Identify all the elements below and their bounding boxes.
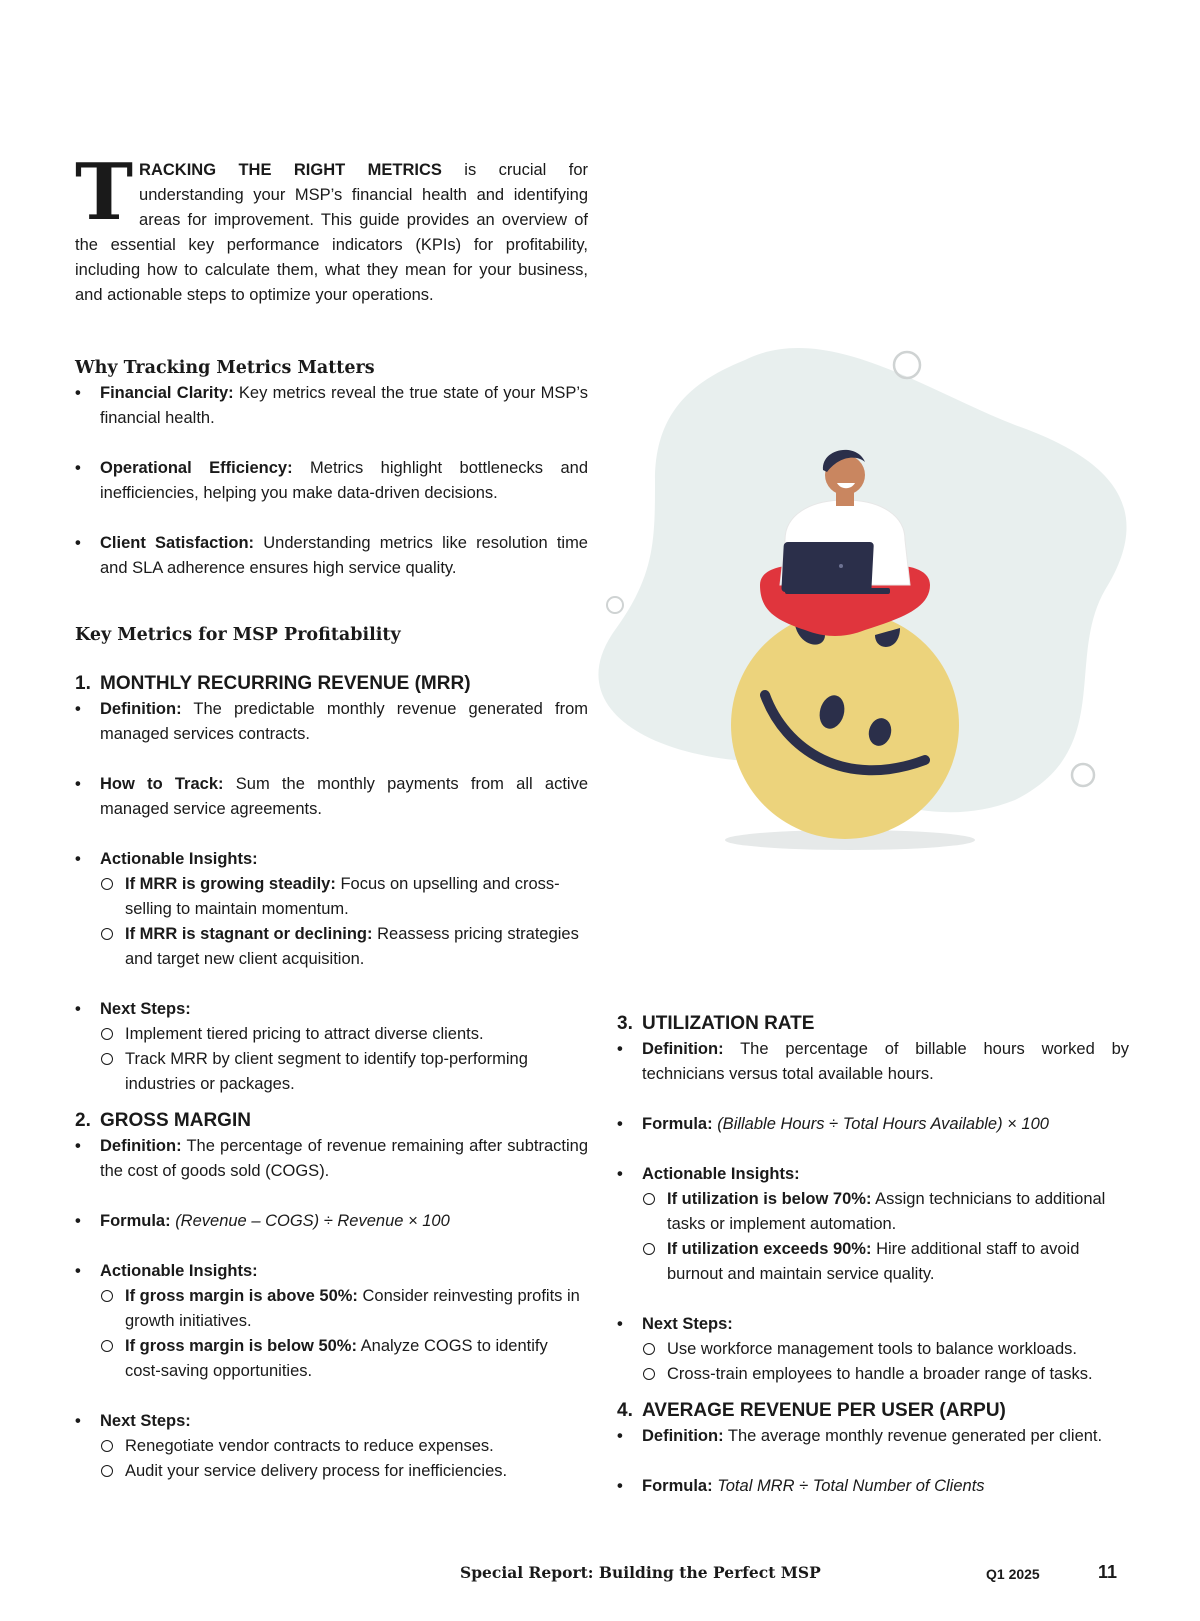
ur-insights — [617, 1162, 1129, 1187]
bullet-icon: • — [75, 1000, 81, 1018]
intro-paragraph — [75, 147, 588, 308]
gm-insight-item — [75, 1334, 588, 1384]
metric-title-utilization — [617, 1010, 1129, 1037]
next-step-text: Use workforce management tools to balance workloads. — [667, 1340, 1077, 1358]
left-column — [75, 147, 589, 1484]
insight-text: Consider reinvesting profits in growth initiatives. — [125, 1287, 580, 1330]
insight-text: Analyze COGS to identify cost-saving opportunities. — [125, 1337, 548, 1380]
metric-title-mrr — [75, 670, 588, 697]
track-text: Sum the monthly payments from all active managed service agreements. — [100, 775, 589, 818]
bullet-icon: • — [617, 1040, 623, 1058]
insights-label: Actionable Insights: — [100, 1262, 258, 1280]
next-step-text: Renegotiate vendor contracts to reduce expenses. — [125, 1437, 494, 1455]
arpu-definition — [617, 1424, 1129, 1449]
insights-label: Actionable Insights: — [642, 1165, 800, 1183]
mrr-how-to-track — [75, 772, 588, 822]
next-step-text: Implement tiered pricing to attract diverse clients. — [125, 1025, 484, 1043]
bullet-icon: • — [75, 459, 81, 477]
circle-bullet-icon — [101, 1290, 113, 1302]
definition-text: The predictable monthly revenue generated from managed services contracts. — [100, 700, 588, 743]
formula-label: Formula: — [642, 1477, 713, 1495]
why-item-label: Client Satisfaction: — [100, 534, 255, 552]
metric-number: 4. — [617, 1400, 633, 1421]
circle-bullet-icon — [101, 1440, 113, 1452]
drop-cap: T — [75, 147, 134, 238]
bullet-icon: • — [617, 1315, 623, 1333]
bullet-icon: • — [75, 775, 81, 793]
next-steps-label: Next Steps: — [642, 1315, 733, 1333]
ur-insight-item — [617, 1237, 1129, 1287]
gm-next-step-item — [75, 1434, 588, 1459]
why-item-financial — [75, 381, 588, 431]
why-item-text: Metrics highlight bottlenecks and inefficiencies, helping you make data-driven decisions. — [100, 459, 588, 502]
insight-label: If MRR is growing steadily: — [125, 875, 336, 893]
mrr-next-steps — [75, 997, 588, 1022]
arpu-formula — [617, 1474, 1129, 1499]
why-item-label: Financial Clarity: — [100, 384, 234, 402]
metric-title-text: GROSS MARGIN — [100, 1110, 251, 1131]
ur-definition — [617, 1037, 1129, 1087]
definition-label: Definition: — [642, 1040, 724, 1058]
definition-text: The average monthly revenue generated per client. — [723, 1427, 1103, 1445]
bullet-icon: • — [75, 850, 81, 868]
metric-title-text: UTILIZATION RATE — [642, 1013, 815, 1034]
decor-circle — [894, 352, 920, 378]
footer-issue: Q1 2025 — [986, 1566, 1040, 1582]
formula-label: Formula: — [642, 1115, 713, 1133]
why-item-client — [75, 531, 588, 581]
intro-lead: RACKING THE RIGHT METRICS — [139, 161, 442, 179]
mrr-insight-item — [75, 922, 588, 972]
laptop-base — [785, 588, 890, 594]
mrr-next-step-item — [75, 1022, 588, 1047]
why-item-label: Operational Efficiency: — [100, 459, 293, 477]
mrr-insights — [75, 847, 588, 872]
circle-bullet-icon — [643, 1368, 655, 1380]
insights-label: Actionable Insights: — [100, 850, 258, 868]
metric-number: 1. — [75, 673, 91, 694]
gm-definition — [75, 1134, 588, 1184]
mrr-next-step-item — [75, 1047, 588, 1097]
bullet-icon: • — [75, 534, 81, 552]
bullet-icon: • — [617, 1427, 623, 1445]
definition-label: Definition: — [100, 1137, 182, 1155]
bullet-icon: • — [75, 384, 81, 402]
insight-label: If gross margin is below 50%: — [125, 1337, 357, 1355]
decor-circle — [607, 597, 623, 613]
definition-text: The percentage of revenue remaining after subtracting the cost of goods sold (COGS). — [100, 1137, 588, 1180]
definition-text: The percentage of billable hours worked by technicians versus total available hours. — [642, 1040, 1129, 1083]
insight-text: Assign technicians to additional tasks or implement automation. — [667, 1190, 1106, 1233]
laptop-lid — [781, 542, 874, 592]
next-step-text: Audit your service delivery process for inefficiencies. — [125, 1462, 508, 1480]
formula-label: Formula: — [100, 1212, 171, 1230]
formula-text: (Revenue – COGS) ÷ Revenue × 100 — [175, 1212, 450, 1230]
gm-insights — [75, 1259, 588, 1284]
circle-bullet-icon — [101, 928, 113, 940]
bullet-icon: • — [75, 1137, 81, 1155]
insight-text: Focus on upselling and cross-selling to maintain momentum. — [125, 875, 560, 918]
bullet-icon: • — [617, 1165, 623, 1183]
next-steps-label: Next Steps: — [100, 1412, 191, 1430]
circle-bullet-icon — [101, 1053, 113, 1065]
insight-text: Reassess pricing strategies and target new client acquisition. — [125, 925, 579, 968]
bullet-icon: • — [617, 1115, 623, 1133]
track-label: How to Track: — [100, 775, 224, 793]
gm-next-step-item — [75, 1459, 588, 1484]
insight-label: If MRR is stagnant or declining: — [125, 925, 373, 943]
mrr-insight-item — [75, 872, 588, 922]
why-item-text: Key metrics reveal the true state of your MSP’s financial health. — [100, 384, 588, 427]
why-heading: Why Tracking Metrics Matters — [75, 358, 375, 378]
next-step-text: Cross-train employees to handle a broader range of tasks. — [667, 1365, 1093, 1383]
insight-label: If utilization is below 70%: — [667, 1190, 872, 1208]
insight-label: If gross margin is above 50%: — [125, 1287, 358, 1305]
gm-formula — [75, 1209, 588, 1234]
person-on-smiley-illustration — [595, 330, 1155, 860]
circle-bullet-icon — [643, 1343, 655, 1355]
footer-title: Special Report: Building the Perfect MSP — [460, 1563, 821, 1582]
definition-label: Definition: — [642, 1427, 724, 1445]
bullet-icon: • — [75, 1412, 81, 1430]
metric-title-arpu — [617, 1397, 1129, 1424]
right-column — [617, 1010, 1129, 1499]
bullet-icon: • — [75, 1212, 81, 1230]
smiley-face — [731, 611, 959, 839]
circle-bullet-icon — [643, 1243, 655, 1255]
decor-circle — [1072, 764, 1094, 786]
formula-text: (Billable Hours ÷ Total Hours Available) × 100 — [717, 1115, 1049, 1133]
laptop-logo — [839, 564, 843, 568]
metric-title-gross-margin — [75, 1107, 588, 1134]
key-metrics-heading: Key Metrics for MSP Profitability — [75, 625, 401, 645]
ur-next-steps — [617, 1312, 1129, 1337]
mrr-definition — [75, 697, 588, 747]
metric-title-text: AVERAGE REVENUE PER USER (ARPU) — [642, 1400, 1006, 1421]
bullet-icon: • — [75, 700, 81, 718]
gm-insight-item — [75, 1284, 588, 1334]
definition-label: Definition: — [100, 700, 182, 718]
metric-title-text: MONTHLY RECURRING REVENUE (MRR) — [100, 673, 471, 694]
circle-bullet-icon — [101, 1028, 113, 1040]
why-item-text: Understanding metrics like resolution time and SLA adherence ensures high service quality. — [100, 534, 588, 577]
ur-next-step-item — [617, 1362, 1129, 1387]
bullet-icon: • — [75, 1262, 81, 1280]
circle-bullet-icon — [101, 1465, 113, 1477]
illustration — [595, 330, 1155, 860]
ur-insight-item — [617, 1187, 1129, 1237]
insight-text: Hire additional staff to avoid burnout and maintain service quality. — [667, 1240, 1080, 1283]
intro-text: is crucial for understanding your MSP’s financial health and identifying areas for improvement. This guide provides an overview of the essential key performance indicators (KPIs) for profitability, including how to calculate them, what they mean for your business, and actionable steps to optimize your operations. — [75, 161, 588, 304]
circle-bullet-icon — [101, 878, 113, 890]
ur-formula — [617, 1112, 1129, 1137]
page-number: 11 — [1098, 1562, 1118, 1582]
gm-next-steps — [75, 1409, 588, 1434]
circle-bullet-icon — [101, 1340, 113, 1352]
ur-next-step-item — [617, 1337, 1129, 1362]
circle-bullet-icon — [643, 1193, 655, 1205]
bullet-icon: • — [617, 1477, 623, 1495]
next-step-text: Track MRR by client segment to identify top-performing industries or packages. — [125, 1050, 528, 1093]
formula-text: Total MRR ÷ Total Number of Clients — [717, 1477, 985, 1495]
why-item-operational — [75, 456, 588, 506]
next-steps-label: Next Steps: — [100, 1000, 191, 1018]
metric-number: 3. — [617, 1013, 633, 1034]
metric-number: 2. — [75, 1110, 91, 1131]
insight-label: If utilization exceeds 90%: — [667, 1240, 872, 1258]
